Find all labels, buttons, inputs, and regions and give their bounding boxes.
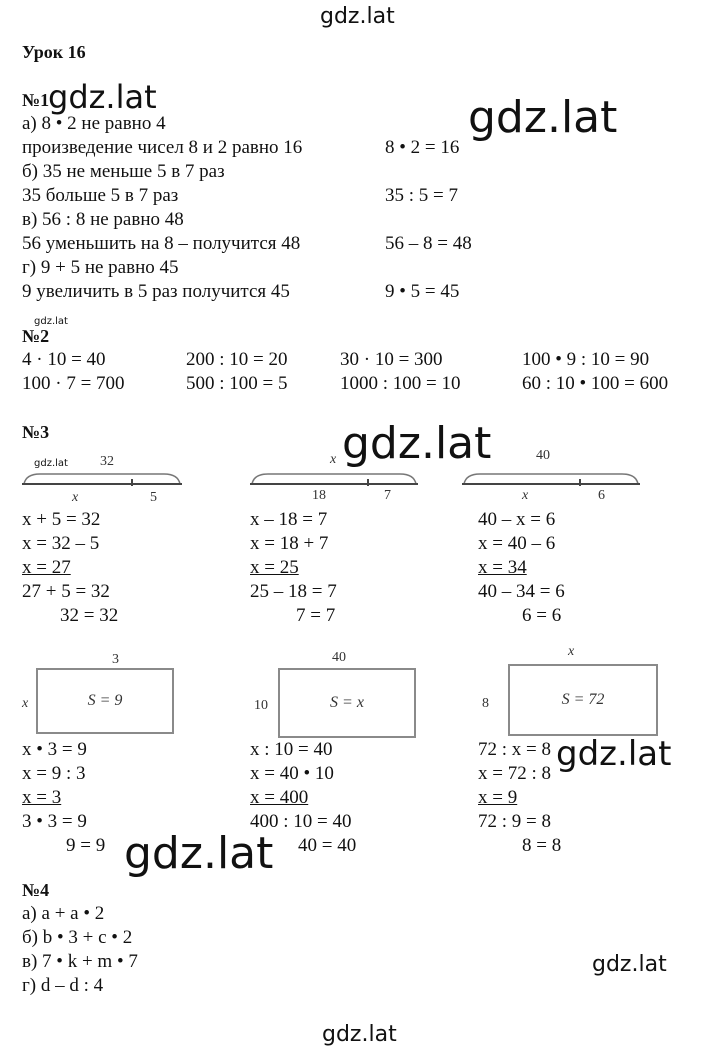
rect-side-label: x: [22, 696, 29, 711]
equation-line: x = 9 : 3: [22, 763, 86, 784]
task4-line: г) d – d : 4: [22, 975, 104, 996]
equation-check: 400 : 10 = 40: [250, 811, 352, 832]
task2-cell: 30 · 10 = 300: [340, 349, 443, 370]
task2-heading: №2: [22, 326, 50, 346]
task1-row: 35 больше 5 в 7 раз: [22, 185, 179, 206]
task4-heading: №4: [22, 880, 50, 900]
segment-part-label: x: [522, 488, 529, 503]
segment-bar: [22, 472, 182, 486]
segment-total-label: 32: [100, 454, 114, 469]
task2-cell: 100 • 9 : 10 = 90: [522, 349, 650, 370]
segment-part-label: 5: [150, 490, 157, 505]
equation-answer: x = 25: [250, 557, 299, 578]
task2-cell: 500 : 100 = 5: [186, 373, 288, 394]
task2-cell: 1000 : 100 = 10: [340, 373, 461, 394]
segment-total-label: 40: [536, 448, 550, 463]
task1-row: г) 9 + 5 не равно 45: [22, 257, 179, 278]
task2-cell: 4 · 10 = 40: [22, 349, 106, 370]
task1-row: 56 уменьшить на 8 – получится 48: [22, 233, 301, 254]
equation-line: 40 – x = 6: [478, 509, 556, 530]
task4-line: а) a + a • 2: [22, 903, 105, 924]
task2-cell: 60 : 10 • 100 = 600: [522, 373, 669, 394]
equation-line: x = 40 – 6: [478, 533, 556, 554]
equation-answer: x = 9: [478, 787, 518, 808]
task1-heading: №1: [22, 90, 50, 110]
rect-side-label: 10: [254, 698, 268, 713]
task3-heading: №3: [22, 422, 50, 442]
task1-row: 9 увеличить в 5 раз получится 45: [22, 281, 290, 302]
equation-line: x • 3 = 9: [22, 739, 87, 760]
task1-expr: 56 – 8 = 48: [385, 233, 472, 254]
equation-check: 27 + 5 = 32: [22, 581, 110, 602]
watermark-large-3: gdz.lat: [124, 828, 274, 879]
watermark-right: gdz.lat: [592, 952, 667, 977]
equation-line: x – 18 = 7: [250, 509, 328, 530]
segment-bar: [462, 472, 640, 486]
equation-answer: x = 34: [478, 557, 527, 578]
task1-row: произведение чисел 8 и 2 равно 16: [22, 137, 303, 158]
segment-total-label: x: [330, 452, 337, 467]
task1-expr: 35 : 5 = 7: [385, 185, 458, 206]
rect-top-label: 3: [112, 652, 119, 667]
equation-line: 72 : x = 8: [478, 739, 551, 760]
equation-line: x : 10 = 40: [250, 739, 333, 760]
equation-line: x = 32 – 5: [22, 533, 100, 554]
rect-shape: [36, 668, 174, 734]
watermark-small-1: gdz.lat: [34, 316, 68, 327]
equation-check: 40 = 40: [298, 835, 357, 856]
watermark-task1: gdz.lat: [48, 78, 157, 116]
watermark-medium: gdz.lat: [556, 734, 672, 774]
task2-cell: 100 · 7 = 700: [22, 373, 125, 394]
rect-area-label: S = 72: [561, 691, 605, 708]
watermark-small-2: gdz.lat: [34, 458, 68, 469]
equation-check: 32 = 32: [60, 605, 119, 626]
equation-check: 25 – 18 = 7: [250, 581, 337, 602]
task1-row: в) 56 : 8 не равно 48: [22, 209, 184, 230]
task4-line: в) 7 • k + m • 7: [22, 951, 138, 972]
rect-area-label: S = x: [330, 694, 364, 711]
watermark-bottom: gdz.lat: [322, 1022, 397, 1047]
segment-part-label: x: [72, 490, 79, 505]
task1-row: б) 35 не меньше 5 в 7 раз: [22, 161, 225, 182]
equation-check: 72 : 9 = 8: [478, 811, 551, 832]
rect-shape: [508, 664, 658, 736]
watermark-large-1: gdz.lat: [468, 92, 618, 143]
watermark-top: gdz.lat: [320, 4, 395, 29]
task1-expr: 8 • 2 = 16: [385, 137, 460, 158]
rect-top-label: x: [568, 644, 575, 659]
equation-line: x = 72 : 8: [478, 763, 551, 784]
task1-expr: 9 • 5 = 45: [385, 281, 460, 302]
equation-check: 8 = 8: [522, 835, 562, 856]
equation-answer: x = 400: [250, 787, 309, 808]
segment-bar: [250, 472, 418, 486]
equation-check: 6 = 6: [522, 605, 562, 626]
rect-top-label: 40: [332, 650, 346, 665]
page-title: Урок 16: [22, 42, 86, 62]
segment-part-label: 6: [598, 488, 605, 503]
task4-line: б) b • 3 + c • 2: [22, 927, 133, 948]
segment-part-label: 7: [384, 488, 391, 503]
equation-line: x + 5 = 32: [22, 509, 101, 530]
equation-check: 3 • 3 = 9: [22, 811, 87, 832]
equation-line: x = 18 + 7: [250, 533, 329, 554]
task2-cell: 200 : 10 = 20: [186, 349, 288, 370]
rect-side-label: 8: [482, 696, 489, 711]
equation-answer: x = 3: [22, 787, 62, 808]
equation-check: 9 = 9: [66, 835, 106, 856]
equation-check: 7 = 7: [296, 605, 336, 626]
equation-answer: x = 27: [22, 557, 71, 578]
watermark-large-2: gdz.lat: [342, 418, 492, 469]
rect-shape: [278, 668, 416, 738]
task1-row: а) 8 • 2 не равно 4: [22, 113, 166, 134]
equation-check: 40 – 34 = 6: [478, 581, 565, 602]
equation-line: x = 40 • 10: [250, 763, 334, 784]
rect-area-label: S = 9: [87, 692, 123, 709]
segment-part-label: 18: [312, 488, 326, 503]
